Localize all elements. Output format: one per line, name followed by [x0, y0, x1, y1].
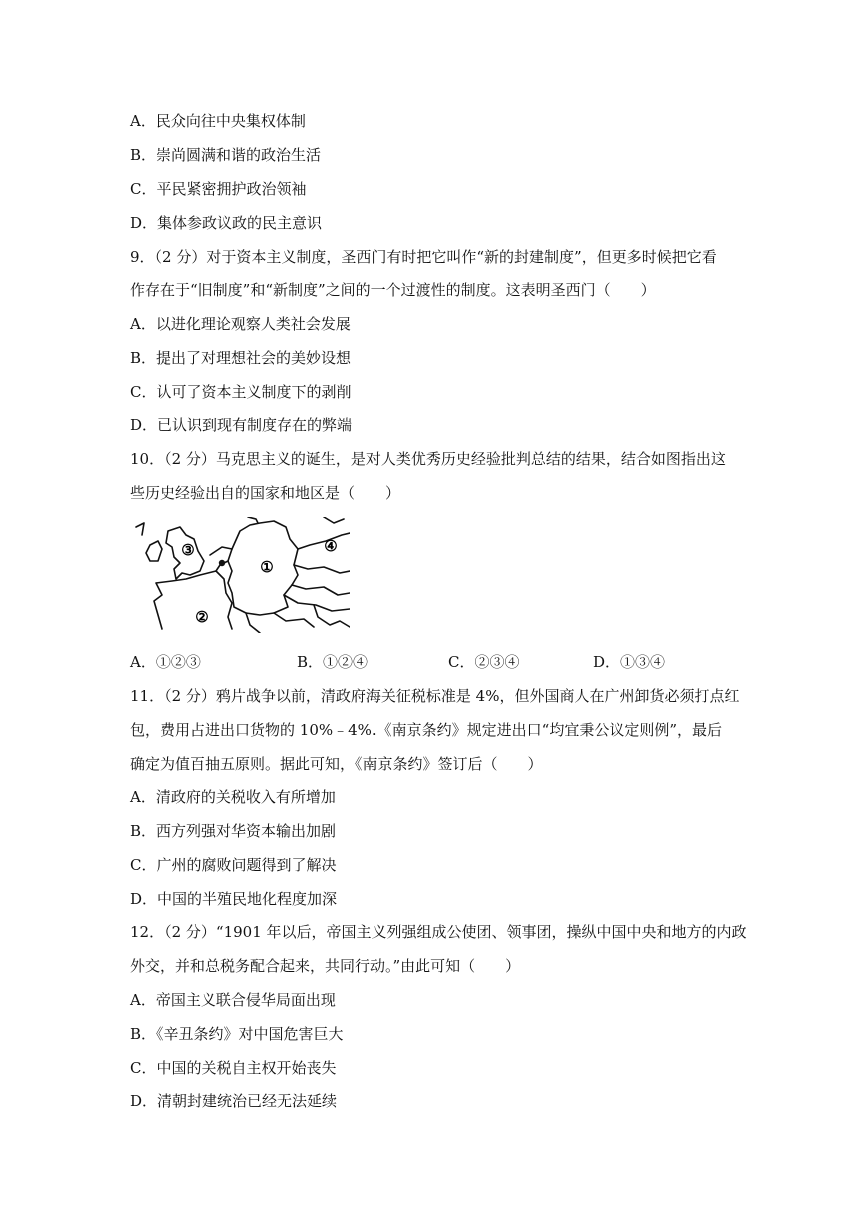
- q10-option-d: D．①③④: [593, 653, 666, 671]
- q9-option-b: B．提出了对理想社会的美妙设想: [130, 349, 352, 367]
- q12-stem-line1: 12．（2 分）“1901 年以后，帝国主义列强组成公使团、领事团，操纵中国中央和地方的内政: [130, 923, 747, 941]
- q9-option-c: C．认可了资本主义制度下的剥削: [130, 383, 352, 401]
- map-label-4: ④: [324, 537, 338, 555]
- q9-option-d: D．已认识到现有制度存在的弊端: [130, 416, 353, 434]
- map-label-2: ②: [195, 608, 209, 626]
- q8-option-d: D．集体参政议政的民主意识: [130, 214, 323, 232]
- map-low-countries: [210, 547, 232, 571]
- q11-stem-line1: 11．（2 分）鸦片战争以前，清政府海关征税标准是 4%，但外国商人在广州卸货必须打点红: [130, 687, 740, 705]
- europe-map: [128, 517, 350, 633]
- map-coast-fragment: [136, 523, 144, 535]
- map-label-1: ①: [260, 558, 274, 576]
- map-top-fragment: [324, 517, 344, 523]
- map-netherlands-dot: [219, 560, 225, 566]
- q10-stem-line1: 10．（2 分）马克思主义的诞生，是对人类优秀历史经验批判总结的结果，结合如图指出这: [130, 450, 726, 468]
- q10-option-a: A．①②③: [130, 653, 201, 671]
- q12-option-c: C．中国的关税自主权开始丧失: [130, 1059, 337, 1077]
- map-ireland-outline: [146, 541, 162, 561]
- q11-option-a: A．清政府的关税收入有所增加: [130, 788, 336, 806]
- q8-option-a: A．民众向往中央集权体制: [130, 112, 306, 130]
- q10-option-b: B．①②④: [297, 653, 369, 671]
- q11-option-c: C．广州的腐败问题得到了解决: [130, 856, 337, 874]
- map-label-3: ③: [181, 541, 195, 559]
- q9-stem-line2: 作存在于“旧制度”和“新制度”之间的一个过渡性的制度。这表明圣西门（ ）: [130, 281, 656, 299]
- q9-stem-line1: 9．（2 分）对于资本主义制度，圣西门有时把它叫作“新的封建制度”，但更多时候把它看: [130, 248, 717, 266]
- q11-stem-line2: 包，费用占进出口货物的 10%﹣4%.《南京条约》规定进出口“均宜秉公议定则例”，最后: [130, 721, 723, 739]
- q8-option-b: B．崇尚圆满和谐的政治生活: [130, 146, 322, 164]
- q11-stem-line3: 确定为值百抽五原则。据此可知，《南京条约》签订后（ ）: [130, 755, 543, 773]
- q10-option-c: C．②③④: [448, 653, 520, 671]
- q11-option-b: B．西方列强对华资本输出加剧: [130, 822, 337, 840]
- q12-stem-line2: 外交，并和总税务配合起来，共同行动。”由此可知（ ）: [130, 957, 521, 975]
- q8-option-c: C．平民紧密拥护政治领袖: [130, 180, 307, 198]
- q9-option-a: A．以进化理论观察人类社会发展: [130, 315, 351, 333]
- map-denmark-outline: [248, 517, 258, 523]
- q11-option-d: D．中国的半殖民地化程度加深: [130, 890, 338, 908]
- q12-option-a: A．帝国主义联合侵华局面出现: [130, 991, 336, 1009]
- map-southern-borders: [246, 605, 350, 633]
- q12-option-d: D．清朝封建统治已经无法延续: [130, 1092, 338, 1110]
- map-france-outline: [154, 571, 232, 629]
- q10-stem-line2: 些历史经验出自的国家和地区是（ ）: [130, 484, 401, 502]
- q12-option-b: B．《辛丑条约》对中国危害巨大: [130, 1025, 344, 1043]
